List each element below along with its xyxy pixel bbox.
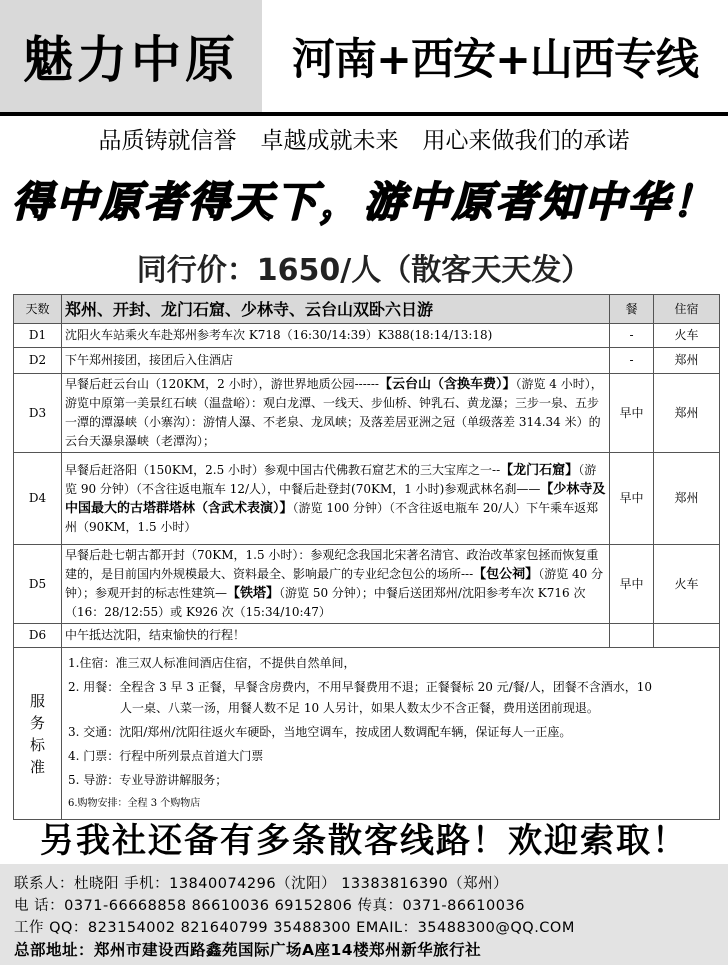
row-day: D1 <box>14 324 62 348</box>
row-stay: 郑州 <box>654 453 720 545</box>
contact-qq-email: 工作 QQ：823154002 821640799 35488300 EMAIL：35488300@QQ.COM <box>14 920 575 936</box>
service-item: 1.住宿：准三双人标准间酒店住宿，不提供自然单间， <box>68 656 356 670</box>
row-day: D4 <box>14 453 62 545</box>
text-part: （游览 4 小时），游览中原第一美景红石峡（温盘峪）：观白龙潭、一线天、步仙桥、钟乳石、黄龙瀑；三步一泉、五步一潭的潭瀑峡（小寨沟）：游情人瀑、不老泉、龙凤峡；及落差居亚洲之冠（单级落差 314.34 米）的云台天瀑泉瀑峡（老潭沟）； <box>65 377 603 448</box>
row-day: D2 <box>14 348 62 374</box>
text-part: （游览 50 分钟）；中餐后送团郑州/沈阳参考车次 K716 次（16：28/12:55）或 K926 次（15:34/10:47） <box>65 586 586 619</box>
slogan-3: 用心来做我们的承诺 <box>422 127 630 154</box>
row-day: D5 <box>14 545 62 624</box>
row-text: 中午抵达沈阳，结束愉快的行程！ <box>62 624 610 648</box>
row-meal: 早中 <box>610 374 654 453</box>
table-header <box>14 295 720 324</box>
service-label: 服 务 标 准 <box>14 648 62 820</box>
slogan-2: 卓越成就未来 <box>260 127 399 154</box>
text-part: 早餐后赶云台山（120KM，2 小时），游世界地质公园------ <box>65 377 379 391</box>
promo-banner: 另我社还备有多条散客线路！欢迎索取！ <box>40 820 688 861</box>
row-text: 下午郑州接团，接团后入住酒店 <box>62 348 610 374</box>
header-divider <box>0 112 728 116</box>
text-part: 早餐后赶洛阳（150KM，2.5 小时）参观中国古代佛教石窟艺术的三大宝库之一-- <box>65 462 501 477</box>
slogan-row <box>0 118 728 158</box>
header-route: 郑州、开封、龙门石窟、少林寺、云台山双卧六日游 <box>62 295 610 324</box>
row-meal: 早中 <box>610 453 654 545</box>
row-meal: - <box>610 348 654 374</box>
row-stay <box>654 624 720 648</box>
row-meal: - <box>610 324 654 348</box>
row-stay: 郑州 <box>654 348 720 374</box>
highlight-attraction: 【龙门石窟】 <box>500 462 579 478</box>
row-stay: 火车 <box>654 545 720 624</box>
row-text <box>62 374 610 453</box>
row-text: 沈阳火车站乘火车赴郑州参考车次 K718（16:30/14:39）K388(18:14/13:18) <box>62 324 610 348</box>
service-item: 5. 导游：专业导游讲解服务； <box>68 773 228 787</box>
header-meal: 餐 <box>610 295 654 324</box>
service-details <box>62 648 720 820</box>
highlight-attraction: 【包公祠】 <box>473 567 539 582</box>
brand-title: 魅力中原 <box>23 30 239 89</box>
row-meal: 早中 <box>610 545 654 624</box>
table-row <box>14 545 720 624</box>
table-row <box>14 324 720 348</box>
brand-block <box>0 0 262 112</box>
row-meal <box>610 624 654 648</box>
table-row <box>14 453 720 545</box>
row-stay: 火车 <box>654 324 720 348</box>
header-stay: 住宿 <box>654 295 720 324</box>
table-row <box>14 624 720 648</box>
row-stay: 郑州 <box>654 374 720 453</box>
row-text <box>62 545 610 624</box>
service-item: 6.购物安排：全程 3 个购物店 <box>68 798 201 809</box>
slogan-1: 品质铸就信誉 <box>98 127 237 154</box>
route-title-block <box>262 0 728 112</box>
text-part: （游览 90 分钟）（不含往返电瓶车 12/人），中餐后赴登封(70KM，1 小时)参观武林名刹—— <box>65 462 597 496</box>
contact-phone: 电 话：0371-66668858 86610036 69152806 传真：0371-86610036 <box>14 898 525 914</box>
text-part: 早餐后赴七朝古都开封（70KM，1.5 小时）：参观纪念我国北宋著名清官、政治改革家包拯而恢复重建的，是目前国内外规模最大、资料最全、影响最广的专业纪念包公的场所--- <box>65 548 599 581</box>
service-item: 4. 门票：行程中所列景点首道大门票 <box>68 749 264 763</box>
contact-address: 总部地址：郑州市建设西路鑫苑国际广场A座14楼郑州新华旅行社 <box>14 941 482 959</box>
service-standards-row <box>14 648 720 820</box>
text-part: （游览 40 分钟）；参观开封的标志性建筑— <box>65 567 604 600</box>
service-item: 3. 交通：沈阳/郑州/沈阳往返火车硬卧，当地空调车，按成团人数调配车辆，保证每人一正座。 <box>68 725 572 739</box>
motto: 得中原者得天下，游中原者知中华！ <box>12 177 716 226</box>
price-line: 同行价：1650/人（散客天天发） <box>136 253 592 288</box>
text-part: （游览 100 分钟）（不含往返电瓶车 20/人）下午乘车返郑州（90KM，1.5 小时） <box>65 500 599 534</box>
highlight-attraction: 【云台山（含换车费）】 <box>378 377 516 392</box>
table-row <box>14 348 720 374</box>
row-day: D3 <box>14 374 62 453</box>
service-item: 2. 用餐：全程含 3 早 3 正餐，早餐含房费内，不用早餐费用不退；正餐餐标 20 元/餐/人，团餐不含酒水，10 <box>68 680 653 694</box>
table-row <box>14 374 720 453</box>
contact-panel <box>0 864 728 965</box>
highlight-attraction: 【少林寺及中国最大的古塔群塔林（含武术表演）】 <box>65 481 606 516</box>
contact-person: 联系人：杜晓阳 手机：13840074296（沈阳） 13383816390（郑州） <box>14 876 509 892</box>
row-text <box>62 453 610 545</box>
route-title: 河南+西安+山西专线 <box>291 34 699 85</box>
itinerary-table <box>13 294 720 820</box>
row-day: D6 <box>14 624 62 648</box>
highlight-attraction: 【铁塔】 <box>227 586 280 601</box>
service-item: 人一桌、八菜一汤，用餐人数不足 10 人另计，如果人数太少不含正餐，费用送团前现退。 <box>120 701 599 715</box>
header-day: 天数 <box>14 295 62 324</box>
